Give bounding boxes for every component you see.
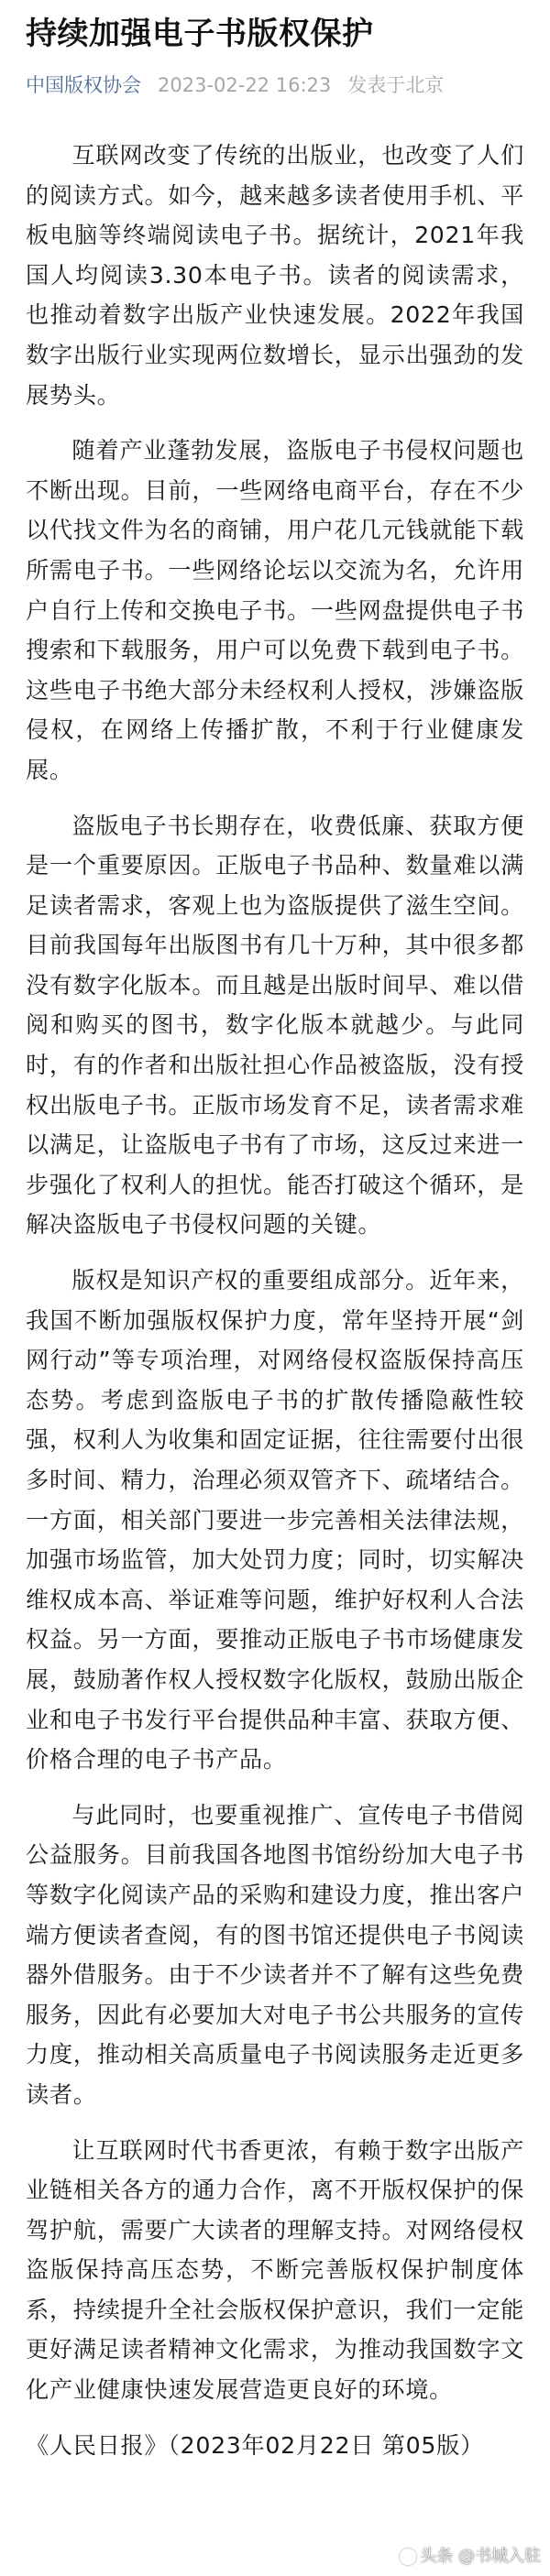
paragraph: 与此同时，也要重视推广、宣传电子书借阅公益服务。目前我国各地图书馆纷纷加大电子书等数字化阅读产品的采购和建设力度，推出客户端方便读者查阅，有的图书馆还提供电子书阅读器外借服务。由于不少读者并不了解有这些免费服务，因此有必要加大对电子书公共服务的宣传力度，推动相关高质量电子书阅读服务走近更多读者。 [26, 1801, 524, 2108]
watermark-text: 头条 @书城入驻 [420, 2547, 541, 2566]
source-name[interactable]: 中国版权协会 [26, 74, 141, 96]
paragraph: 让互联网时代书香更浓，有赖于数字出版产业链相关各方的通力合作，离不开版权保护的保驾护航，需要广大读者的理解支持。对网络侵权盗版保持高压态势，不断完善版权保护制度体系，持续提升全社会版权保护意识，我们一定能更好满足读者精神文化需求，为推动我国数字文化产业健康快速发展营造更良好的环境。 [26, 2136, 524, 2404]
article-meta [26, 71, 524, 99]
paragraph: 盗版电子书长期存在，收费低廉、获取方便是一个重要原因。正版电子书品种、数量难以满足读者需求，客观上也为盗版提供了滋生空间。目前我国每年出版图书有几十万种，其中很多都没有数字化版本。而且越是出版时间早、难以借阅和购买的图书，数字化版本就越少。与此同时，有的作者和出版社担心作品被盗版，没有授权出版电子书。正版市场发育不足，读者需求难以满足，让盗版电子书有了市场，这反过来进一步强化了权利人的担忧。能否打破这个循环，是解决盗版电子书侵权问题的关键。 [26, 812, 524, 1239]
publish-datetime: 2023-02-22 16:23 [158, 74, 332, 96]
watermark [400, 2547, 541, 2567]
toutiao-logo-icon [400, 2549, 416, 2565]
paragraph: 版权是知识产权的重要组成部分。近年来，我国不断加强版权保护力度，常年坚持开展“剑网行动”等专项治理，对网络侵权盗版保持高压态势。考虑到盗版电子书的扩散传播隐蔽性较强，权利人为收集和固定证据，往往需要付出很多时间、精力，治理必须双管齐下、疏堵结合。一方面，相关部门要进一步完善相关法律法规，加强市场监管，加大处罚力度；同时，切实解决维权成本高、举证难等问题，维护好权利人合法权益。另一方面，要推动正版电子书市场健康发展，鼓励著作权人授权数字化版权，鼓励出版企业和电子书发行平台提供品种丰富、获取方便、价格合理的电子书产品。 [26, 1267, 524, 1774]
article-signature: 《人民日报》（2023年02月22日 第05版） [26, 2431, 484, 2459]
article-body [26, 136, 524, 2465]
paragraph: 互联网改变了传统的出版业，也改变了人们的阅读方式。如今，越来越多读者使用手机、平板电脑等终端阅读电子书。据统计，2021年我国人均阅读3.30本电子书。读者的阅读需求，也推动着数字出版产业快速发展。2022年我国数字出版行业实现两位数增长，显示出强劲的发展势头。 [26, 142, 524, 409]
publish-location: 发表于北京 [347, 74, 445, 96]
paragraph: 随着产业蓬勃发展，盗版电子书侵权问题也不断出现。目前，一些网络电商平台，存在不少以代找文件为名的商铺，用户花几元钱就能下载所需电子书。一些网络论坛以交流为名，允许用户自行上传和交换电子书。一些网盘提供电子书搜索和下载服务，用户可以免费下载到电子书。这些电子书绝大部分未经权利人授权，涉嫌盗版侵权，在网络上传播扩散，不利于行业健康发展。 [26, 437, 524, 783]
article-title: 持续加强电子书版权保护 [26, 16, 374, 52]
